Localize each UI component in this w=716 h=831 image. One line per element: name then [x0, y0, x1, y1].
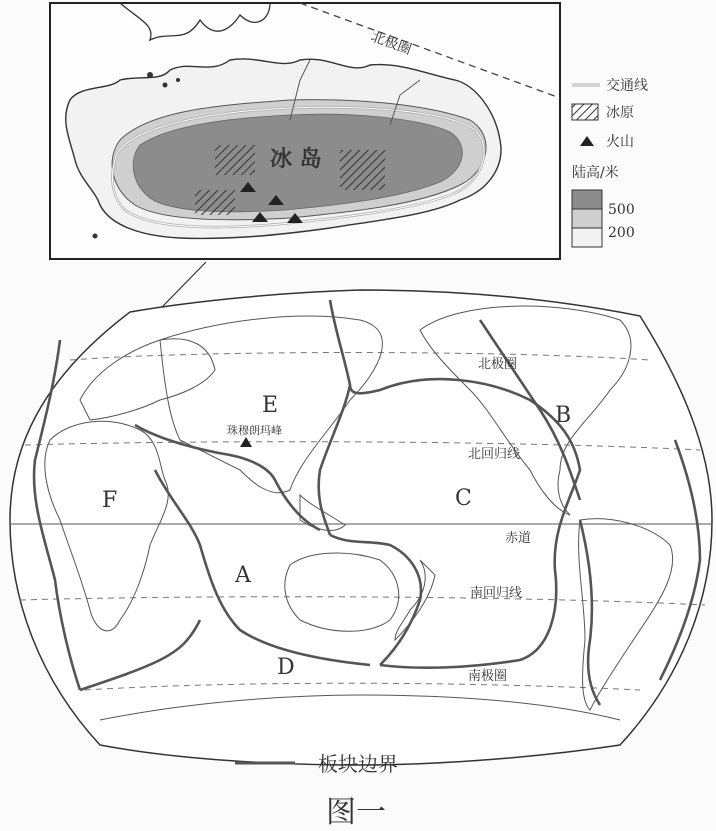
legend-elev-low-swatch	[572, 228, 602, 247]
iceland-inset	[50, 3, 648, 259]
legend-ice-swatch	[572, 104, 598, 120]
legend-volcano-icon	[580, 136, 594, 146]
legend-transport-label: 交通线	[606, 78, 648, 94]
everest-label: 珠穆朗玛峰	[227, 424, 282, 437]
island-dot	[147, 72, 153, 78]
inset-legend	[572, 77, 648, 247]
map-outline	[10, 290, 712, 765]
ice-field	[195, 190, 235, 215]
plate-boundary-label: 板块边界	[318, 752, 398, 776]
island-dot	[93, 234, 98, 239]
legend-ice-label: 冰原	[606, 105, 634, 121]
tropic-capricorn-label: 南回归线	[470, 586, 523, 601]
legend-elev-500: 500	[608, 202, 635, 218]
plate-label-c: C	[455, 486, 472, 511]
figure-caption: 图一	[326, 795, 386, 830]
plate-label-b: B	[555, 403, 572, 428]
iceland-label: 冰 岛	[270, 147, 322, 172]
legend-volcano-label: 火山	[606, 134, 634, 150]
inset-arctic-circle-label: 北极圈	[368, 28, 414, 59]
ice-field	[340, 150, 385, 190]
plate-label-e: E	[262, 393, 279, 418]
legend-elev-mid-swatch	[572, 209, 602, 228]
ice-field	[215, 145, 255, 175]
plate-label-d: D	[277, 655, 295, 680]
equator-label: 赤道	[505, 531, 532, 546]
legend-elev-high-swatch	[572, 190, 602, 209]
antarctic-circle-label: 南极圈	[468, 669, 508, 684]
island-dot	[176, 78, 180, 82]
legend-elev-200: 200	[608, 225, 635, 241]
plate-label-f: F	[102, 488, 118, 513]
island-dot	[163, 83, 168, 88]
tropic-cancer-label: 北回归线	[468, 447, 521, 462]
legend-elevation-title: 陆高/米	[572, 165, 619, 181]
world-map	[10, 290, 712, 765]
plate-label-a: A	[235, 563, 251, 588]
arctic-circle-label: 北极圈	[478, 357, 518, 372]
